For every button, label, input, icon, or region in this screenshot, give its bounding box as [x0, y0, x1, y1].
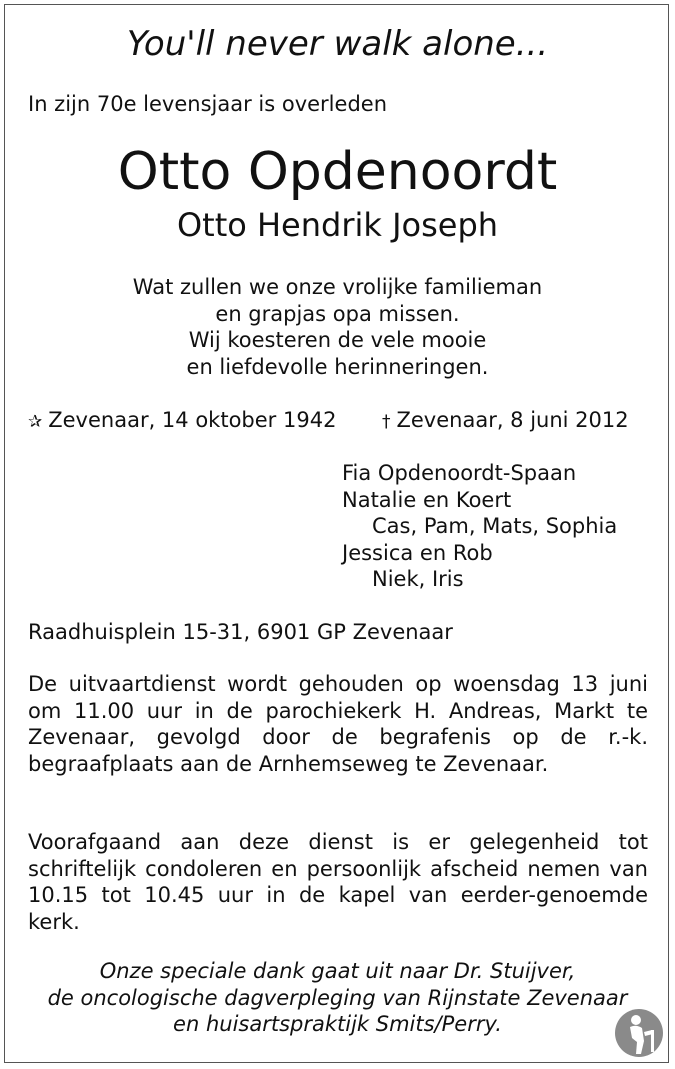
family-member: Cas, Pam, Mats, Sophia	[372, 514, 618, 538]
cross-icon: †	[382, 412, 391, 432]
funeral-paragraph: De uitvaartdienst wordt gehouden op woensdag 13 juni om 11.00 uur in de parochiekerk H. Andreas, Markt te Zevenaar, gevolgd door de begrafenis op de r.-k. begraafplaats aan de Arnhemseweg te Zevenaar.	[28, 672, 648, 776]
thanks-line: en huisartspraktijk Smits/Perry.	[173, 1012, 502, 1036]
motto: You'll never walk alone...	[126, 24, 549, 64]
family-member: Jessica en Rob	[342, 540, 493, 565]
poem-line: en liefdevolle herinneringen.	[186, 354, 489, 379]
poem-line: Wat zullen we onze vrolijke familieman	[132, 275, 543, 299]
death-text: Zevenaar, 8 juni 2012	[396, 408, 629, 432]
family-member: Niek, Iris	[372, 567, 464, 591]
family-list	[342, 460, 617, 593]
thanks-line: Onze speciale dank gaat uit naar Dr. Stuijver,	[99, 959, 576, 983]
deceased-full-name: Otto Hendrik Joseph	[176, 206, 499, 244]
thanks-line: de oncologische dagverpleging van Rijnstate Zevenaar	[47, 985, 628, 1010]
poem	[0, 274, 675, 380]
thanks-text	[0, 958, 675, 1038]
star-icon: ✰	[28, 412, 43, 432]
poem-line: Wij koesteren de vele mooie	[188, 328, 487, 352]
family-member: Fia Opdenoordt-Spaan	[342, 461, 577, 485]
address: Raadhuisplein 15-31, 6901 GP Zevenaar	[28, 620, 453, 644]
condolence-paragraph: Voorafgaand aan deze dienst is er gelegenheid tot schriftelijk condoleren en persoonlijk afscheid nemen van 10.15 tot 10.45 uur in de kapel van eerder-genoemde kerk.	[28, 830, 648, 934]
family-member: Natalie en Koert	[342, 487, 512, 512]
memorial-figure-icon	[614, 1008, 664, 1058]
birth-line	[28, 405, 336, 437]
deceased-name: Otto Opdenoordt	[117, 142, 558, 202]
poem-line: en grapjas opa missen.	[215, 301, 460, 326]
intro-text: In zijn 70e levensjaar is overleden	[28, 92, 387, 116]
death-line	[382, 405, 629, 437]
birth-text: Zevenaar, 14 oktober 1942	[48, 408, 337, 432]
